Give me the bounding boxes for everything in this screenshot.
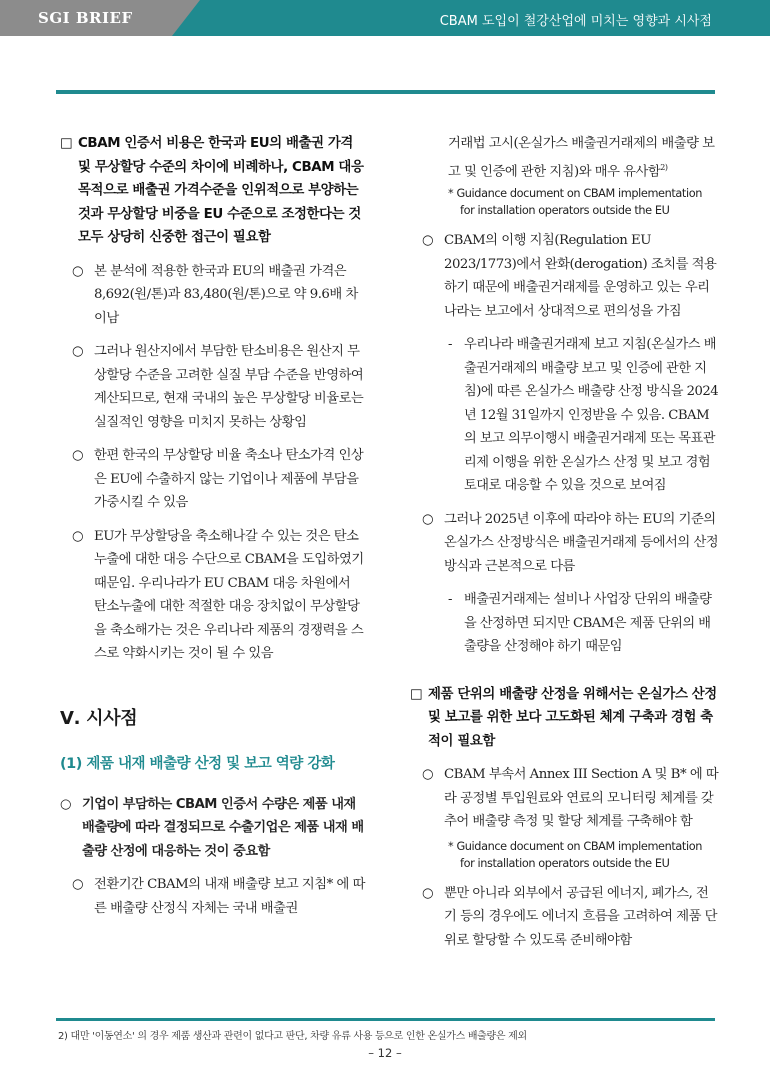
top-divider [56,90,715,94]
list-item-text: CBAM의 이행 지침(Regulation EU 2023/1773)에서 완화(derogation) 조치를 적용하기 때문에 배출권거래제를 운영하고 있는 우리나라는 보고에서 상대적으로 편의성을 가짐 [444,233,717,319]
paragraph-text: 제품 단위의 배출량 산정을 위해서는 온실가스 산정 및 보고를 위한 보다 고도화된 체계 구축과 경험 축적이 필요함 [428,686,717,749]
list-item [72,525,366,666]
page-number: – 12 – [368,1046,402,1060]
header-bar [0,0,770,36]
list-item [422,508,720,579]
list-item [72,444,366,515]
square-bullet-icon: □ [410,686,423,702]
reference-note-line: * Guidance document on CBAM implementation [448,839,702,853]
circle-bullet-icon: ○ [72,877,84,892]
dash-item [448,333,720,498]
list-item-text: CBAM 부속서 Annex III Section A 및 B* 에 따라 공정별 투입원료와 연료의 모니터링 체계를 갖추어 배출량 측정 및 할당 체계를 구축해야 함 [444,767,719,830]
list-item-text: 그러나 2025년 이후에 따라야 하는 EU의 기준의 온실가스 산정방식은 배출권거래제 등에서의 산정방식과 근본적으로 다름 [444,511,719,574]
list-item [72,260,366,331]
reference-note-line: * Guidance document on CBAM implementation [448,187,702,201]
circle-bullet-icon: ○ [422,767,434,783]
list-item [72,340,366,434]
reference-note-line: for installation operators outside the EU [460,856,670,870]
dash-bullet-icon: - [448,592,452,608]
dash-bullet-icon: - [448,337,452,353]
continued-text [448,132,720,183]
footnote: 2) 대만 '이동연소' 의 경우 제품 생산과 관련이 없다고 판단, 차량 유류 사용 등으로 인한 온실가스 배출량은 제외 [58,1031,527,1042]
list-item-text: 본 분석에 적용한 한국과 EU의 배출권 가격은 8,692(원/톤)과 83,480(원/톤)으로 약 9.6배 차이남 [94,263,358,326]
right-column [410,132,720,962]
circle-bullet-icon: ○ [72,263,84,279]
list-item-text: 뿐만 아니라 외부에서 공급된 에너지, 폐가스, 전기 등의 경우에도 에너지 흐름을 고려하여 제품 단위로 할당할 수 있도록 준비해야함 [444,885,717,948]
list-item-text: 전환기간 CBAM의 내재 배출량 보고 지침* 에 따른 배출량 산정식 자체는 국내 배출권 [94,877,365,916]
section-heading: Ⅴ. 시사점 [60,707,138,729]
reference-note-line: for installation operators outside the EU [460,204,670,218]
list-item-text: 한편 한국의 무상할당 비율 축소나 탄소가격 인상은 EU에 수출하지 않는 기업이나 제품에 부담을 가중시킬 수 있음 [94,448,364,510]
square-bullet-icon: □ [60,136,73,151]
paragraph-square [410,683,720,754]
brand-label: SGI BRIEF [38,9,133,27]
continued-text-body: 거래법 고시(온실가스 배출권거래제의 배출량 보고 및 인증에 관한 지침)와 매우 유사함 [448,136,715,179]
list-item [60,793,366,864]
dash-item-text: 우리나라 배출권거래제 보고 지침(온실가스 배출권거래제의 배출량 보고 및 인증에 관한 지침)에 따른 온실가스 배출량 산정 방식을 2024년 12월 31일까지 인정받을 수 있음. CBAM의 보고 의무이행시 배출권거래제 또는 목표관리제 이행을 위한 온실가스 산정 및 보고 경험 토대로 대응할 수 있을 것으로 보여짐 [464,337,719,494]
circle-bullet-icon: ○ [422,233,434,249]
dash-item-text: 배출권거래제는 설비나 사업장 단위의 배출량을 산정하면 되지만 CBAM은 제품 단위의 배출량을 산정해야 하기 때문임 [464,592,712,655]
circle-bullet-icon: ○ [60,796,72,812]
document-title: CBAM 도입이 철강산업에 미치는 영향과 시사점 [439,14,712,29]
bottom-divider [56,1018,715,1021]
reference-note [448,185,720,219]
list-item [422,763,720,834]
list-item [72,873,366,920]
paragraph-square [60,132,366,250]
circle-bullet-icon: ○ [422,885,434,901]
circle-bullet-icon: ○ [422,511,434,527]
list-item-text: 기업이 부담하는 CBAM 인증서 수량은 제품 내재 배출량에 따라 결정되므로 수출기업은 제품 내재 배출량 산정에 대응하는 것이 중요함 [82,796,364,859]
list-item [422,882,720,953]
left-column [60,132,366,930]
list-item-text: 그러나 원산지에서 부담한 탄소비용은 원산지 무상할당 수준을 고려한 실질 부담 수준을 반영하여 계산되므로, 현재 국내의 높은 무상할당 비율로는 실질적인 영향을 미치지 못하는 상황임 [94,344,364,430]
list-item-text: EU가 무상할당을 축소해나갈 수 있는 것은 탄소누출에 대한 대응 수단으로 CBAM을 도입하였기 때문임. 우리나라가 EU CBAM 대응 차원에서 탄소누출에 대한 적절한 대응 장치없이 무상할당을 축소해가는 것은 우리나라 제품의 경쟁력을 스스로 약화시키는 것이 될 수 있음 [94,528,364,661]
circle-bullet-icon: ○ [72,344,84,359]
list-item [422,229,720,323]
footnote-ref[interactable]: 2) [660,162,668,172]
subsection-heading: (1) 제품 내재 배출량 산정 및 보고 역량 강화 [60,755,335,772]
circle-bullet-icon: ○ [72,528,84,544]
paragraph-text: CBAM 인증서 비용은 한국과 EU의 배출권 가격 및 무상할당 수준의 차이에 비례하나, CBAM 대응 목적으로 배출권 가격수준을 인위적으로 부양하는 것과 무상할당 비중을 EU 수준으로 조정한다는 것 모두 상당히 신중한 접근이 필요함 [78,136,364,245]
dash-item [448,588,720,659]
reference-note [448,838,720,872]
circle-bullet-icon: ○ [72,448,84,463]
